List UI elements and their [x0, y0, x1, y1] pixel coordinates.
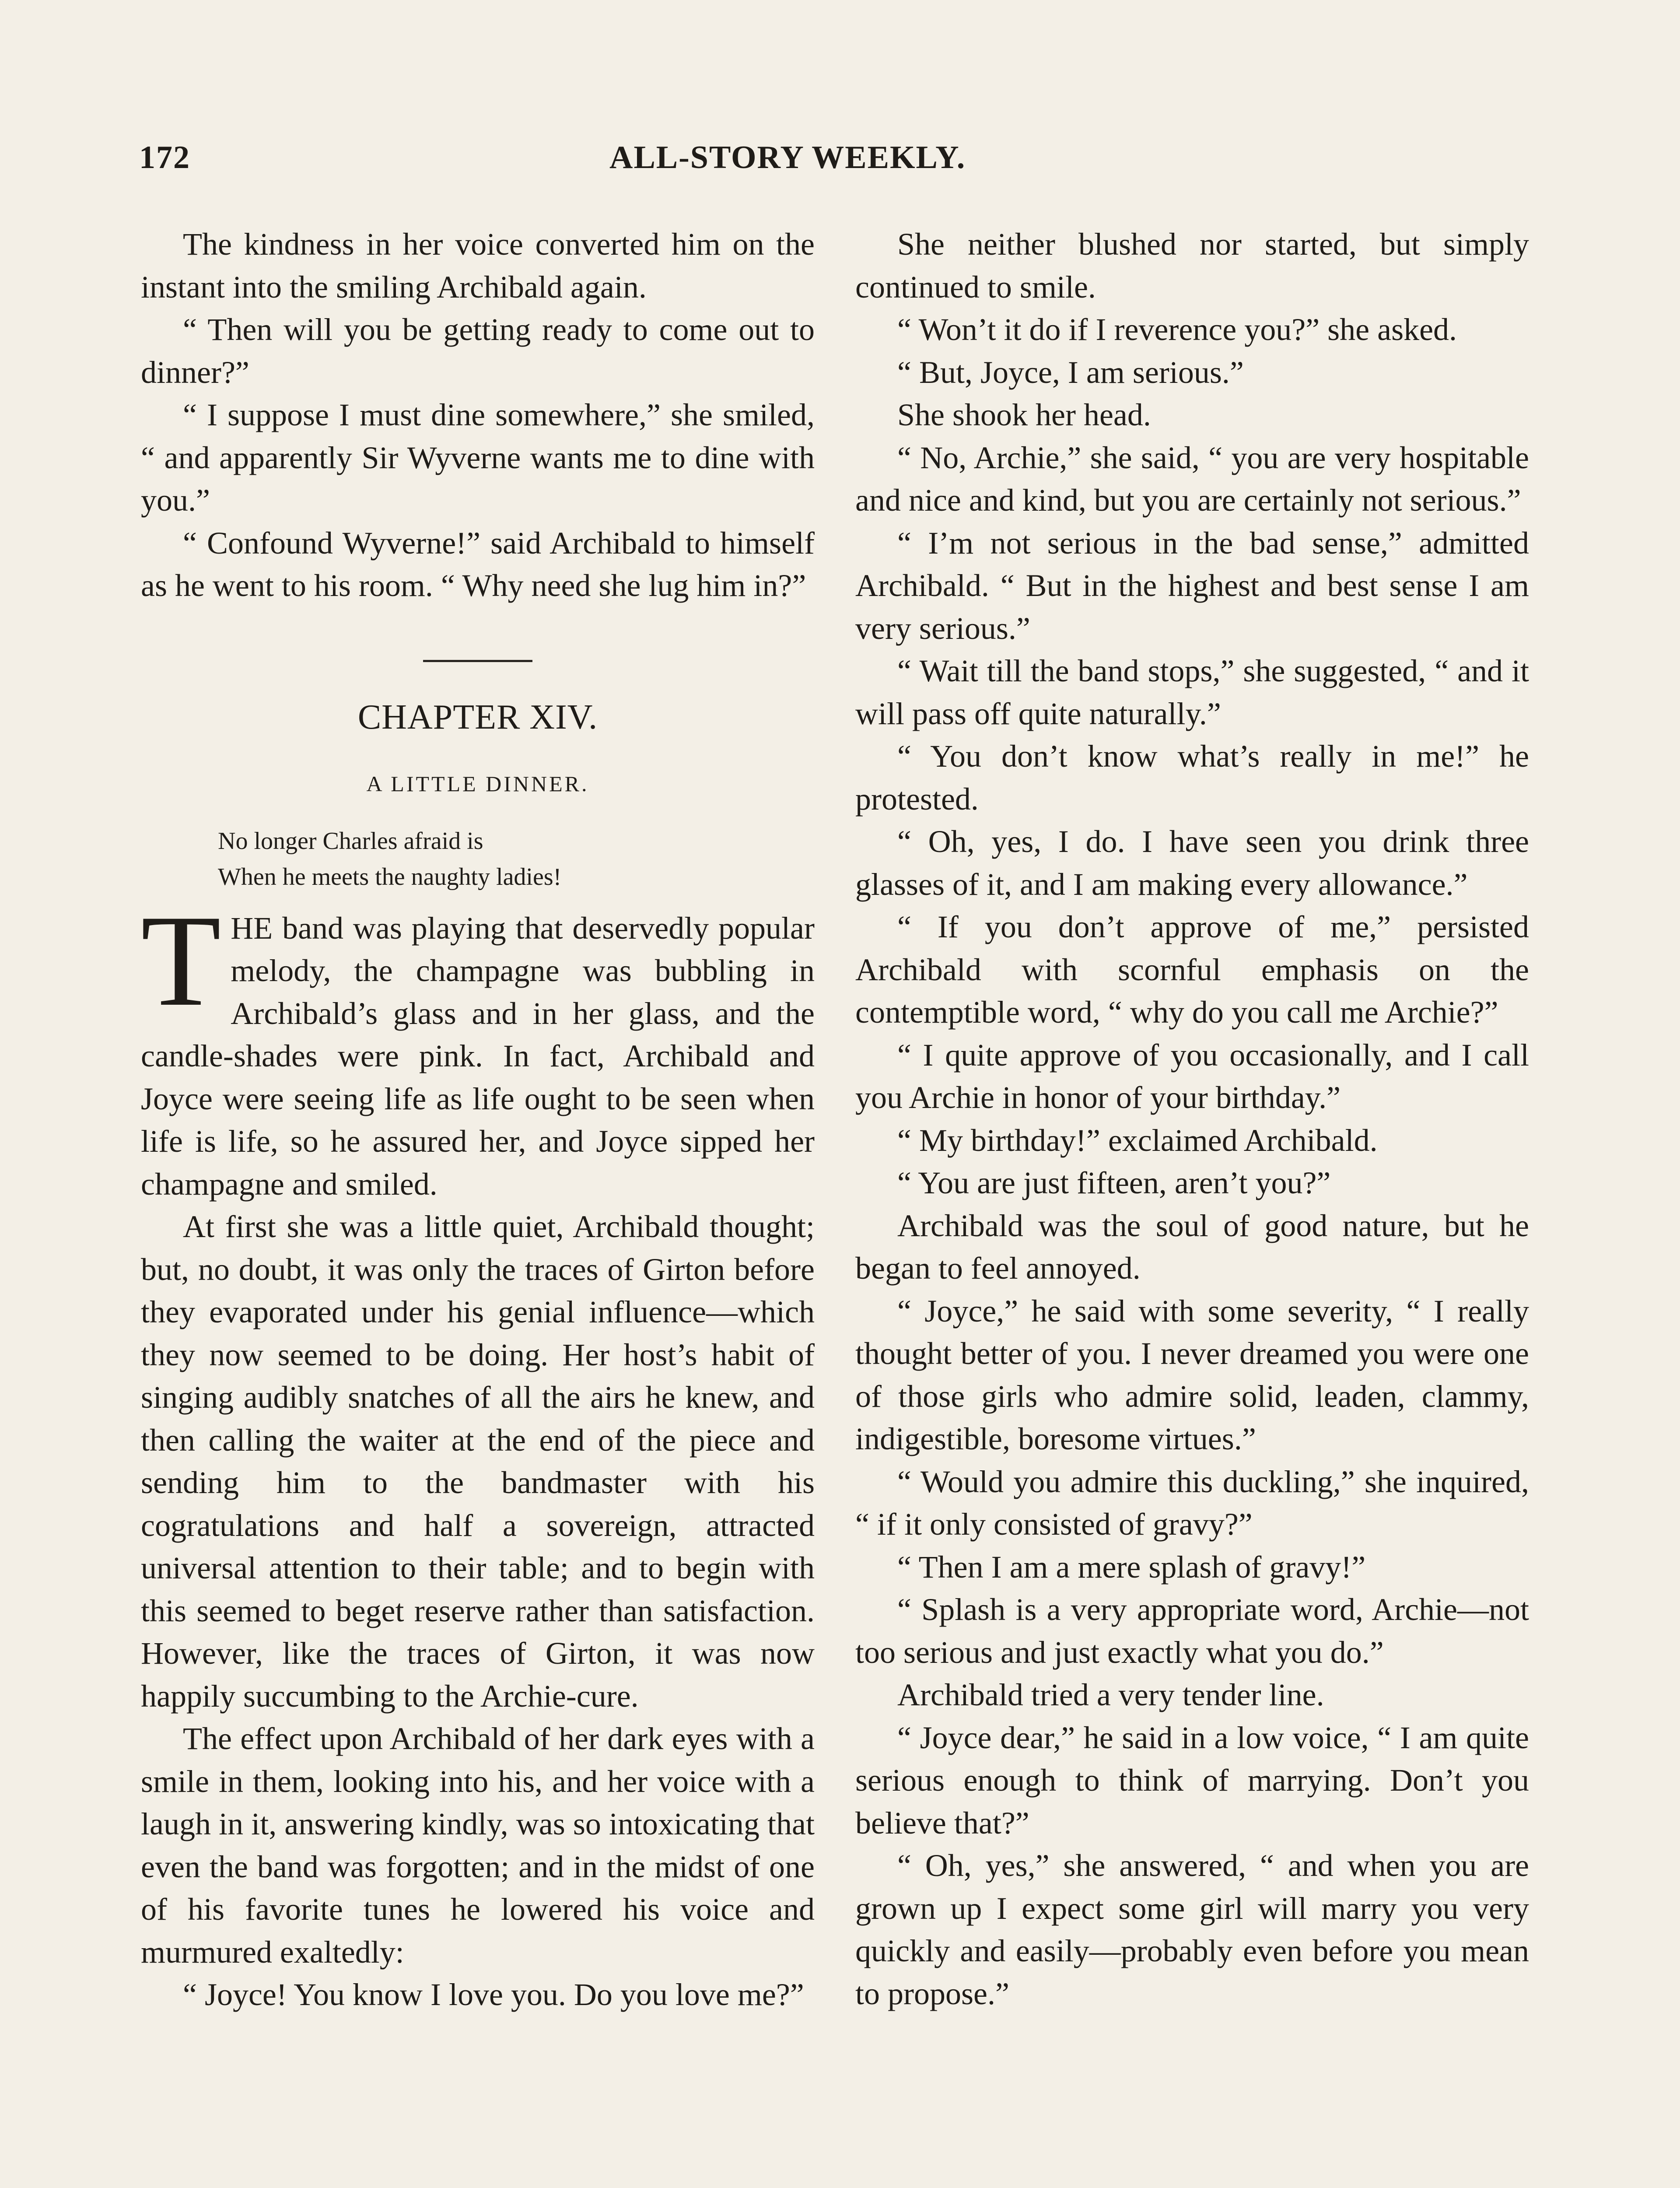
paragraph: “ My birthday!” exclaimed Archibald.: [897, 1122, 1378, 1158]
paragraph: “ Confound Wyverne!” said Archibald to himself as he went to his room. “ Why need she lug him in?”: [141, 525, 815, 603]
paragraph: “ But, Joyce, I am serious.”: [897, 354, 1244, 390]
paragraph: “ Oh, yes, I do. I have seen you drink three glasses of it, and I am making every allowance.”: [855, 824, 1529, 902]
page-number: 172: [139, 140, 190, 175]
paragraph: “ Then I am a mere splash of gravy!”: [897, 1549, 1366, 1585]
paragraph: “ Splash is a very appropriate word, Archie—not too serious and just exactly what you do.”: [855, 1592, 1529, 1670]
opening-paragraph-text: HE band was playing that deservedly popular melody, the champagne was bubbling in Archibald’s glass and in her glass, and the candle-shades were pink. In fact, Archibald and Joyce were seeing life as life ought to be seen when life is life, so he assured her, and Joyce sipped her champagne and smiled.: [141, 910, 815, 1202]
paragraph: She neither blushed nor started, but simply continued to smile.: [855, 227, 1529, 305]
paragraph: The effect upon Archibald of her dark eyes with a smile in them, looking into his, and her voice with a laugh in it, answering kindly, was so intoxicating that even the band was forgotten; and in the midst of one of his favorite tunes he lowered his voice and murmured exaltedly:: [141, 1721, 815, 1970]
paragraph: “ If you don’t approve of me,” persisted Archibald with scornful emphasis on the contemptible word, “ why do you call me Archie?”: [855, 909, 1529, 1030]
drop-cap: T: [141, 887, 221, 1033]
epigraph-line: When he meets the naughty ladies!: [218, 863, 562, 891]
paragraph: “ Joyce! You know I love you. Do you love me?”: [183, 1977, 804, 2012]
chapter-subtitle: A LITTLE DINNER.: [366, 771, 589, 796]
paragraph: Archibald was the soul of good nature, but he began to feel annoyed.: [855, 1208, 1529, 1286]
section-divider: [423, 660, 532, 662]
paragraph: The kindness in her voice converted him on the instant into the smiling Archibald again.: [141, 227, 815, 305]
page-header: [139, 139, 1058, 183]
paragraph: “ No, Archie,” she said, “ you are very hospitable and nice and kind, but you are certainly not serious.”: [855, 440, 1529, 518]
paragraph: “ Would you admire this duckling,” she inquired, “ if it only consisted of gravy?”: [855, 1464, 1529, 1542]
paragraph: “ Wait till the band stops,” she suggested, “ and it will pass off quite naturally.”: [855, 653, 1529, 731]
paragraph: “ Won’t it do if I reverence you?” she asked.: [897, 312, 1457, 347]
paragraph: “ You don’t know what’s really in me!” he protested.: [855, 739, 1529, 817]
paragraph: “ You are just fifteen, aren’t you?”: [897, 1165, 1331, 1200]
paragraph: “ Then will you be getting ready to come out to dinner?”: [141, 312, 815, 390]
left-column: [141, 223, 815, 2016]
paragraph: “ I quite approve of you occasionally, and I call you Archie in honor of your birthday.”: [855, 1037, 1529, 1115]
paragraph: “ I’m not serious in the bad sense,” admitted Archibald. “ But in the highest and best sense I am very serious.”: [855, 525, 1529, 646]
paragraph: “ Oh, yes,” she answered, “ and when you are grown up I expect some girl will marry you very quickly and easily—probably even before you mean to propose.”: [855, 1848, 1529, 2011]
paragraph: At first she was a little quiet, Archibald thought; but, no doubt, it was only the traces of Girton before they evaporated under his genial influence—which they now seemed to be doing. Her host’s habit of singing audibly snatches of all the airs he knew, and then calling the waiter at the end of the piece and sending him to the bandmaster with his cogratulations and half a sovereign, attracted universal attention to their table; and to begin with this seemed to beget reserve rather than satisfaction. However, like the traces of Girton, it was now happily succumbing to the Archie-cure.: [141, 1209, 815, 1714]
epigraph-line: No longer Charles afraid is: [218, 827, 483, 855]
chapter-heading: CHAPTER XIV.: [357, 698, 598, 736]
right-column: [855, 223, 1529, 2015]
paragraph: “ Joyce dear,” he said in a low voice, “ I am quite serious enough to think of marrying. Don’t you believe that?”: [855, 1720, 1529, 1841]
chapter-epigraph: [141, 823, 815, 895]
paragraph: She shook her head.: [897, 397, 1151, 432]
paragraph: Archibald tried a very tender line.: [897, 1677, 1324, 1712]
opening-paragraph: [141, 887, 815, 1206]
magazine-title: ALL-STORY WEEKLY.: [609, 140, 966, 175]
paragraph: “ Joyce,” he said with some severity, “ I really thought better of you. I never dreamed you were one of those girls who admire solid, leaden, clammy, indigestible, boresome virtues.”: [855, 1293, 1529, 1456]
paragraph: “ I suppose I must dine somewhere,” she smiled, “ and apparently Sir Wyverne wants me to dine with you.”: [141, 397, 815, 518]
